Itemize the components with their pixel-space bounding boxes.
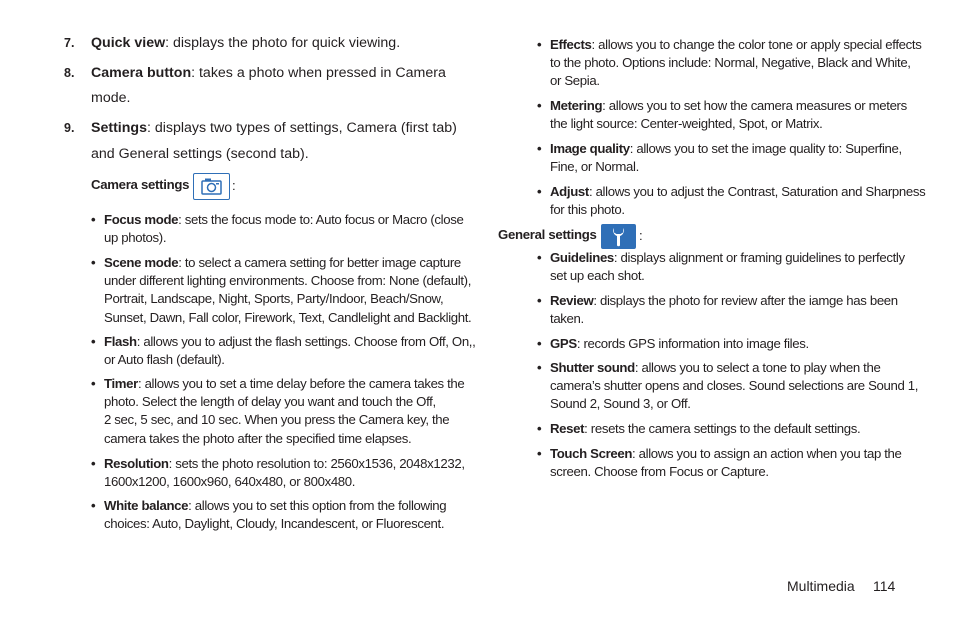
bullet-term: Scene mode (104, 255, 179, 270)
camera-settings-colon: : (232, 178, 236, 193)
bullet-line (550, 292, 898, 310)
bullet-dot: • (537, 360, 542, 375)
bullet-line (104, 497, 446, 515)
bullet-term: Metering (550, 98, 603, 113)
bullet-term: GPS (550, 336, 577, 351)
bullet-line (550, 335, 809, 353)
bullet-line-cont: Sound 2, Sound 3, or Off. (550, 396, 691, 412)
bullet-line-cont: 1600x1200, 1600x960, 640x480, or 800x480. (104, 474, 356, 490)
item-number: 9. (64, 121, 75, 135)
bullet-line (550, 36, 921, 54)
bullet-line-cont: under different lighting environments. Choose from: None (default), (104, 273, 472, 289)
camera-icon (193, 173, 230, 200)
bullet-dot: • (91, 376, 96, 391)
bullet-term: Resolution (104, 456, 169, 471)
camera-settings-heading: Camera settings (91, 177, 190, 192)
bullet-line (550, 140, 902, 158)
bullet-term: Flash (104, 334, 137, 349)
bullet-dot: • (537, 250, 542, 265)
bullet-line-cont: camera’s shutter opens and closes. Sound selections are Sound 1, (550, 378, 919, 394)
item-number: 7. (64, 36, 75, 50)
item-desc-cont: mode. (91, 90, 131, 106)
bullet-desc: : allows you to adjust the flash settings. Choose from Off, On,, (136, 334, 476, 349)
bullet-line-cont: camera takes the photo after the specified time elapses. (104, 430, 412, 446)
bullet-line-cont: Sunset, Dawn, Fall color, Firework, Text, Candlelight and Backlight. (104, 309, 472, 325)
bullet-dot: • (537, 421, 542, 436)
bullet-dot: • (91, 334, 96, 349)
wrench-icon (601, 224, 636, 249)
bullet-desc: : allows you to set a time delay before the camera takes the (137, 376, 465, 391)
bullet-desc: : allows you to adjust the Contrast, Saturation and Sharpness (588, 184, 926, 199)
bullet-line (550, 249, 905, 267)
bullet-line-cont: Fine, or Normal. (550, 159, 639, 175)
item-desc: : takes a photo when pressed in Camera (191, 65, 446, 81)
bullet-line (104, 333, 475, 351)
bullet-desc: : allows you to set this option from the following (188, 498, 447, 513)
bullet-dot: • (91, 212, 96, 227)
bullet-desc: : sets the focus mode to: Auto focus or Macro (close (178, 212, 464, 227)
bullet-desc: : to select a camera setting for better image capture (178, 255, 461, 270)
bullet-term: Touch Screen (550, 446, 633, 461)
general-settings-heading: General settings (498, 227, 597, 242)
item-desc: : displays two types of settings, Camera (first tab) (146, 120, 457, 136)
bullet-line-cont: photo. Select the length of delay you want and touch the Off, (104, 394, 436, 410)
bullet-dot: • (91, 255, 96, 270)
item-term: Settings (91, 120, 147, 136)
item-number: 8. (64, 66, 75, 80)
item-desc: : displays the photo for quick viewing. (165, 35, 401, 51)
bullet-desc: : allows you to set how the camera measures or meters (602, 98, 907, 113)
bullet-desc: : records GPS information into image files. (576, 336, 809, 351)
bullet-dot: • (537, 37, 542, 52)
bullet-dot: • (91, 498, 96, 513)
bullet-line (104, 455, 465, 473)
bullet-desc: : displays the photo for review after the iamge has been (593, 293, 898, 308)
bullet-dot: • (91, 456, 96, 471)
item-term: Quick view (91, 35, 166, 51)
bullet-dot: • (537, 98, 542, 113)
bullet-dot: • (537, 336, 542, 351)
bullet-line (550, 420, 860, 438)
bullet-line (104, 375, 464, 393)
bullet-term: Reset (550, 421, 585, 436)
bullet-desc: : allows you to change the color tone or apply special effects (591, 37, 922, 52)
bullet-line-cont: Portrait, Landscape, Night, Sports, Party/Indoor, Beach/Snow, (104, 291, 444, 307)
footer-section: Multimedia (787, 578, 855, 594)
bullet-term: Review (550, 293, 594, 308)
bullet-line-cont: 2 sec, 5 sec, and 10 sec. When you press the Camera key, the (104, 412, 450, 428)
bullet-line-cont: choices: Auto, Daylight, Cloudy, Incandescent, or Fluorescent. (104, 516, 445, 532)
bullet-desc: : allows you to select a tone to play when the (634, 360, 881, 375)
bullet-term: Guidelines (550, 250, 614, 265)
bullet-term: Shutter sound (550, 360, 635, 375)
bullet-dot: • (537, 293, 542, 308)
bullet-line-cont: to the photo. Options include: Normal, Negative, Black and White, (550, 55, 911, 71)
bullet-line-cont: up photos). (104, 230, 167, 246)
bullet-line (104, 211, 463, 229)
bullet-dot: • (537, 184, 542, 199)
bullet-line-cont: for this photo. (550, 202, 625, 218)
bullet-line (550, 183, 925, 201)
page-number: 114 (873, 578, 896, 594)
bullet-dot: • (537, 446, 542, 461)
bullet-line-cont: or Auto flash (default). (104, 352, 225, 368)
item-desc-cont: and General settings (second tab). (91, 146, 309, 162)
bullet-term: Focus mode (104, 212, 179, 227)
bullet-line-cont: or Sepia. (550, 73, 600, 89)
bullet-line-cont: screen. Choose from Focus or Capture. (550, 464, 769, 480)
item-term: Camera button (91, 65, 192, 81)
bullet-line (104, 254, 461, 272)
bullet-desc: : allows you to assign an action when you tap the (632, 446, 902, 461)
bullet-line (550, 445, 902, 463)
bullet-desc: : resets the camera settings to the default settings. (584, 421, 861, 436)
bullet-dot: • (537, 141, 542, 156)
general-settings-colon: : (639, 228, 643, 243)
bullet-line (550, 359, 880, 377)
bullet-desc: : displays alignment or framing guidelines to perfectly (613, 250, 905, 265)
bullet-term: White balance (104, 498, 189, 513)
bullet-term: Image quality (550, 141, 630, 156)
bullet-desc: : allows you to set the image quality to: Superfine, (629, 141, 902, 156)
bullet-line-cont: taken. (550, 311, 584, 327)
bullet-term: Timer (104, 376, 138, 391)
bullet-line (550, 97, 907, 115)
bullet-desc: : sets the photo resolution to: 2560x1536, 2048x1232, (168, 456, 465, 471)
bullet-line-cont: set up each shot. (550, 268, 645, 284)
bullet-line-cont: the light source: Center-weighted, Spot, or Matrix. (550, 116, 823, 132)
bullet-term: Adjust (550, 184, 589, 199)
bullet-term: Effects (550, 37, 592, 52)
